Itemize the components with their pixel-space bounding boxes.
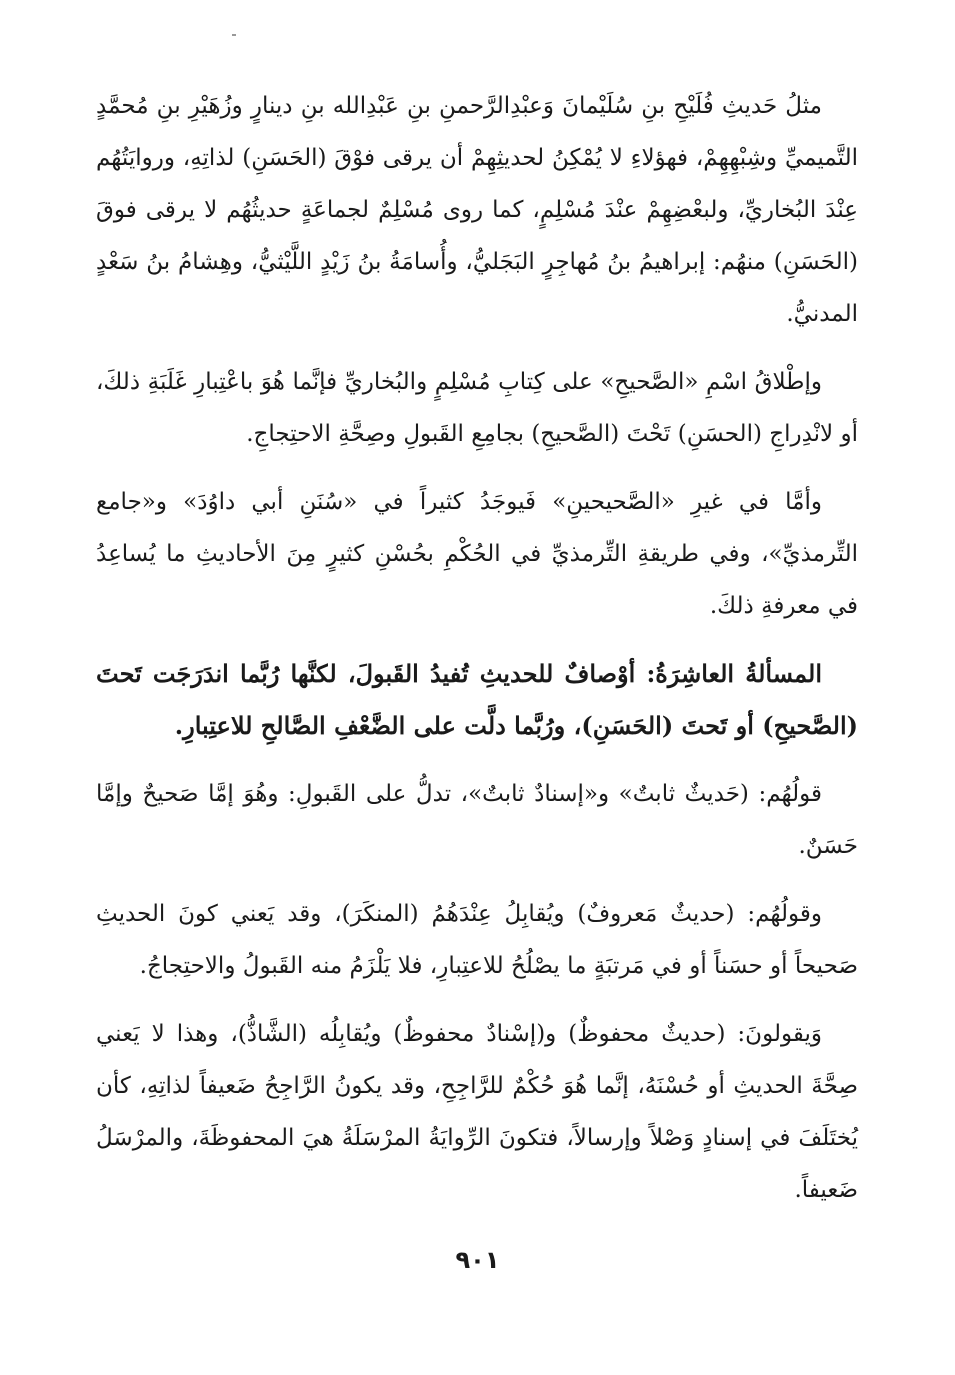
paragraph-5: قولُهُم: (حَديثٌ ثابتٌ» و«إسنادٌ ثابتٌ»، تدلُّ على القَبولِ: وهُوَ إمَّا صَحيحٌ وإمَّا حَسَنٌ. <box>96 781 858 859</box>
scan-mark <box>232 34 236 36</box>
paragraph-2: وإطْلاقُ اسْمِ «الصَّحيحِ» على كِتابِ مُسْلِمٍ والبُخاريِّ فإنَّما هُوَ باعْتِبارِ غَلَبَةِ ذلكَ، أو لانْدِراجِ (الحسَنِ) تَحْتَ (الصَّحيحِ) بجامِعِ القَبولِ وصِحَّةِ الاحتِجاجِ. <box>96 369 858 447</box>
page-body <box>96 80 858 1232</box>
paragraph-1: مثلُ حَديثِ فُلَيْحِ بنِ سُلَيْمانَ وَعبْدِالرَّحمنِ بنِ عَبْدِالله بنِ دينارٍ وزُهَيْرِ بنِ مُحمَّدٍ التَّميميِّ وشِبْهِهِمْ، فهؤلاءِ لا يُمْكِنُ لحديثِهِمْ أن يرقى فوْقَ (الحَسَنِ) لذاتِهِ، وروايَتُهُم عِنْدَ البُخاريِّ، ولبعْضِهِمْ عنْدَ مُسْلِمٍ، كما روى مُسْلِمٌ لجماعَةٍ حديثُهُم لا يرقى فوقَ (الحَسَنِ) منهُم: إبراهيمُ بنُ مُهاجِرٍ البَجَليُّ، وأُسامَةُ بنُ زَيْدٍ اللَّيْثيُّ، وهِشامُ بنُ سَعْدٍ المدنيُّ. <box>96 93 858 327</box>
paragraph-7: وَيقولونَ: (حديثٌ محفوظٌ) و(إسْنادٌ محفوظٌ) ويُقابِلُه (الشَّاذُّ)، وهذا لا يَعني صِحَّةَ الحديثِ أو حُسْنَهُ، إنَّما هُوَ حُكْمٌ للرَّاجِحِ، وقد يكونُ الرَّاجِحُ ضَعيفاً لذاتِهِ، كأن يُختَلَفَ في إسنادٍ وَصْلاً وإرسالاً، فتكونَ الرِّوايَةُ المرْسَلَةُ هيَ المحفوظَةَ، والمرْسَلُ ضَعيفاً. <box>96 1021 858 1203</box>
paragraph-3: وأمَّا في غيرِ «الصَّحيحينِ» فَيوجَدُ كثيراً في «سُنَنِ أبي داوُدَ» و«جامع التِّرمذيِّ»، وفي طريقةِ التِّرمذيِّ في الحُكْمِ بحُسْنِ كثيرٍ مِنَ الأحاديثِ ما يُساعِدُ في معرفةِ ذلكَ. <box>96 489 858 619</box>
section-heading-paragraph: المسألةُ العاشِرَةُ: أوْصافٌ للحديثِ تُفيدُ القَبولَ، لكنَّها رُبَّما اندَرَجَت تَحتَ (الصَّحيحِ) أو تَحتَ (الحَسَنِ)، ورُبَّما دلَّت على الضَّعْفِ الصَّالحِ للاعتِبارِ. <box>96 659 858 740</box>
page-number: ٩٠١ <box>455 1246 500 1274</box>
paragraph-6: وقولُهُم: (حديثٌ مَعروفٌ) ويُقابِلُ عِنْدَهُمُ (المنكَرَ)، وقد يَعني كونَ الحديثِ صَحيحاً أو حسَناً أو في مَرتبَةٍ ما يصْلُحُ للاعتِبارِ، فلا يَلْزَمُ منه القَبولُ والاحتِجاجُ. <box>96 901 858 979</box>
